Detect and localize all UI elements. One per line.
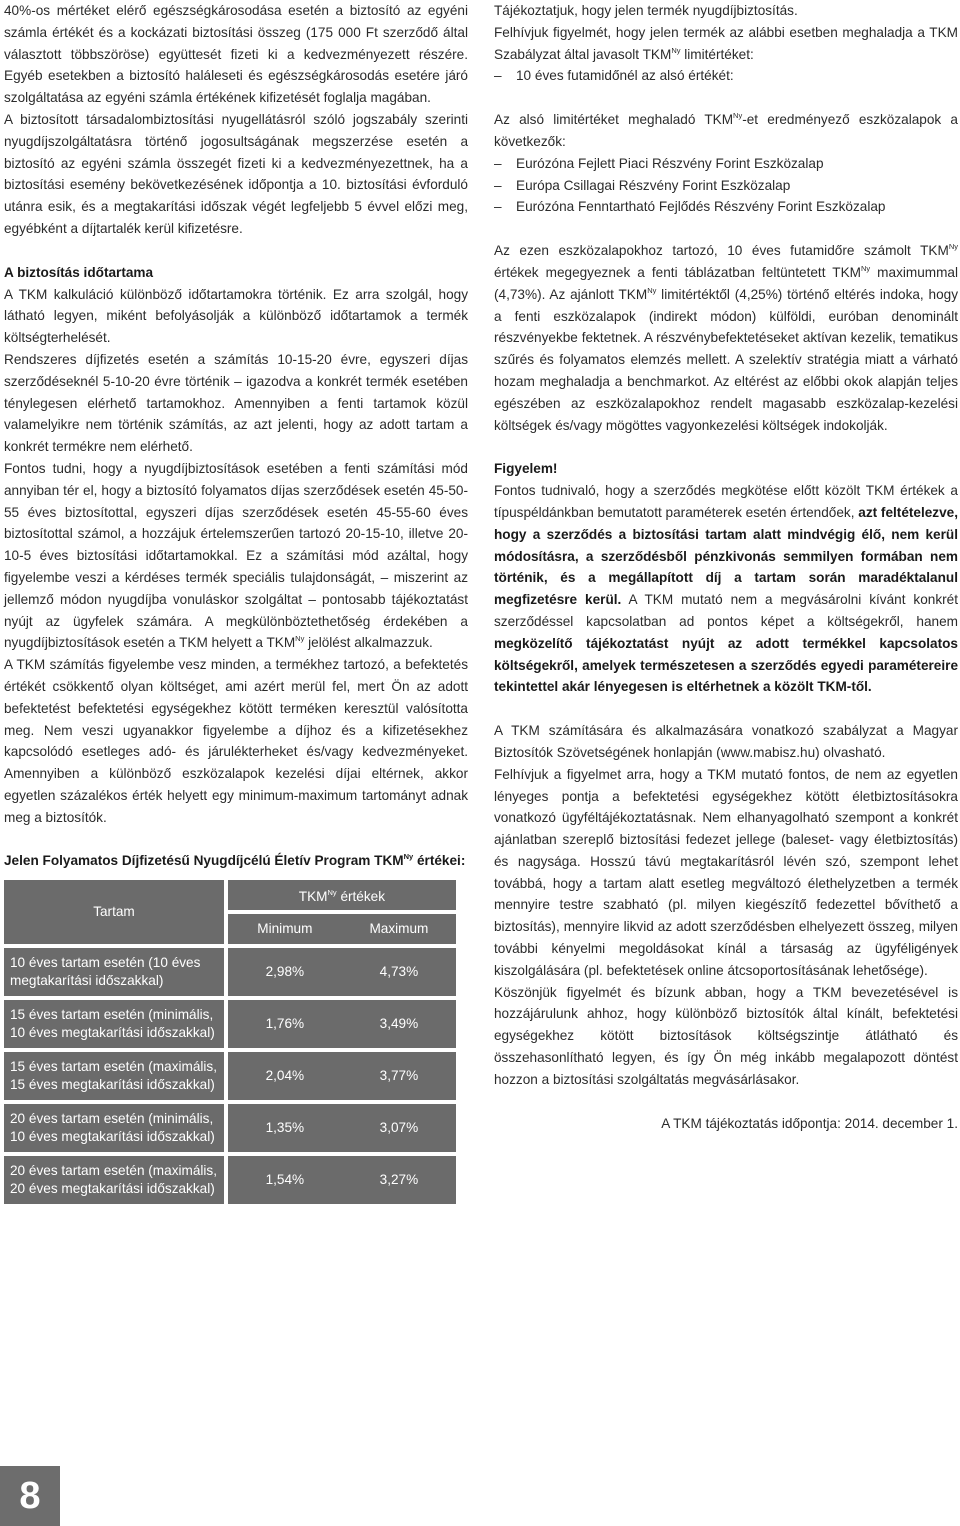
header-maximum: Maximum [342,914,456,944]
paragraph-death-benefit: 40%-os mértéket elérő egészségkárosodása esetén a biztosító az egyéni számla értékét és a kockázati biztosítási összeg (175 000 Ft szerződő által választott többszöröse) együttesét fizeti ki a kedvezményezett részére. Egyéb esetekben a biztosító haláleseti és egészségkárosodás esetére járó szolgáltatása az egyéni számla értékének kifizetését foglalja magában. [4,3,468,106]
paragraph-mabisz: A TKM számítására és alkalmazására vonatkozó szabályzat a Magyar Biztosítók Szövetségének honlapján (www.mabisz.hu) olvasható. [494,723,958,760]
cell-min: 2,98% [228,948,342,996]
right-column [494,0,958,1134]
list-item: – 10 éves futamidőnél az alsó értékét: [494,65,958,87]
cell-min: 1,76% [228,1000,342,1048]
paragraph-important-note: Fontos tudnivaló, hogy a szerződés megkötése előtt közölt TKM értékek a típuspéldánkban bemutatott paraméterek esetén értendőek, azt feltételezve, hogy a szerződés a biztosítási tartam alatt mindvégig élő, nem kerül módosításra, a szerződésből pénzkivonás semmilyen formában nem történik, és a megállapított díj a tartam során maradéktalanul megfizetésre kerül. A TKM mutató nem a megvásárolni kívánt konkrét szerződéssel kapcsolatban ad pontos képet a költségekről, hanem megközelítő tájékoztatást nyújt az adott termékkel kapcsolatos költségekről, amelyek természetesen a szerződés egyedi paramétereire tekintettel akár lényegesen is eltérhetnek a közölt TKM-től. [494,483,959,695]
row-label: 20 éves tartam esetén (maximális, 20 éves megtakarítási időszakkal) [4,1156,224,1204]
cell-min: 2,04% [228,1052,342,1100]
list-item: – Európa Csillagai Részvény Forint Eszközalap [494,175,958,197]
cell-max: 3,77% [342,1052,456,1100]
paragraph-tkm-calculation: A TKM kalkuláció különböző időtartamokra történik. Ez arra szolgál, hogy látható legyen, miként befolyásolják a különböző időtartamok a termék költségterhelését. [4,286,468,346]
heading-figyelem: Figyelem! [494,461,558,477]
paragraph-regular-payment: Rendszeres díjfizetés esetén a számítás 10-15-20 évre, egyszeri díjas szerződéseknél 5-10-20 évre történik – igazodva a konkrét termék esetében ténylegesen elérhető tartamokhoz. Amennyiben a fenti tartamok közül valamelyikre nem történik számítás, az azt jelenti, hogy az adott tartam a konkrét termékre nem elérhető. [4,351,468,455]
paragraph-attention: Felhívjuk a figyelmet arra, hogy a TKM mutató fontos, de nem az egyetlen lényeges pontja a befektetési egységekhez kötött életbiztosításokra vonatkozó ügyféltájékoztatásnak. Nem elhanyagolható szempont a konkrét ajánlatban szereplő biztosítási fedezet jellege (baleset- vagy életbiztosítás) és nagysága. Hosszú távú megtakarításról lévén szó, szempont lehet továbbá, hogy a tartam alatt esetleg megváltozó élethelyzetben a termék mennyire testre szabható (pl. milyen kiegészítő fedezettel bővíthető a biztosítás), mennyire likvid az adott szerződésben elhelyezett összeg, milyen további kényelmi megoldásokat kínál a társaság az ügyféligények kiszolgálására (pl. befektetések online átcsoportosításának lehetősége). [494,766,958,978]
header-tkm-values: $TKM^{Ny}$ értékek [228,880,456,910]
header-tartam: Tartam [4,880,224,944]
limit-list [494,65,958,87]
list-item: – Eurózóna Fenntartható Fejlődés Részvény Forint Eszközalap [494,196,958,218]
paragraph-pension-benefit: A biztosított társadalombiztosítási nyugellátásról szóló jogszabály szerinti nyugdíjszolgáltatásra történő jogosultságának megszerzése esetén a biztosító az egyéni számla összegét fizeti ki a kedvezményezettnek, ha a biztosítási esemény bekövetkezésének időpontja a 10. biztosítási évforduló utánra esik, és a megtakarítási időszak végét legfeljebb 5 évvel előzi meg, egyébként a díjtartalék kerül kifizetésre. [4,111,468,236]
header-minimum: Minimum [228,914,342,944]
cell-max: 3,27% [342,1156,456,1204]
table-header-row [4,880,456,910]
paragraph-funds-intro: Az alsó limitértéket meghaladó $TKM^{Ny}-et$ eredményező eszközalapok a következők: [494,111,958,149]
paragraph-thanks: Köszönjük figyelmét és bízunk abban, hogy a TKM bevezetésével is hozzájárulunk ahhoz, hogy különböző biztosítók által kínált, befektetési egységekhez kötött biztosítások költségszintje átlátható és összehasonlítható legyen, és így Ön még inkább megalapozott döntést hozzon a biztosítási szolgáltatás megvásárlásakor. [494,984,958,1087]
cell-max: 3,07% [342,1104,456,1152]
paragraph-pension-notice: Tájékoztatjuk, hogy jelen termék nyugdíjbiztosítás. [494,3,798,18]
table-row [4,948,456,996]
fund-list [494,153,958,218]
list-item: – Eurózóna Fejlett Piaci Részvény Forint Eszközalap [494,153,958,175]
cell-max: 3,49% [342,1000,456,1048]
tkm-values-table [4,876,456,1208]
row-label: 15 éves tartam esetén (maximális, 15 éves megtakarítási időszakkal) [4,1052,224,1100]
date-line: A TKM tájékoztatás időpontja: 2014. december 1. [661,1115,958,1131]
row-label: 15 éves tartam esetén (minimális, 10 éves megtakarítási időszakkal) [4,1000,224,1048]
paragraph-tkm-costs: A TKM számítás figyelembe vesz minden, a termékhez tartozó, a befektetés értékét csökkentő olyan költséget, ami azért merül fel, mert Ön az adott befektetést befektetési egységekhez kötött terméken keresztül valósította meg. Nem veszi ugyanakkor figyelembe a díjhoz és a kifizetésekhez kapcsolódó esetleges adó- és járulékterheket és/vagy kedvezményeket. Amennyiben a különböző eszközalapok kezelési díjai eltérnek, akkor egyetlen százalékos érték helyett egy minimum-maximum tartományt adnak meg a biztosítók. [4,657,468,825]
table-row [4,1156,456,1204]
paragraph-limit-notice: Felhívjuk figyelmét, hogy jelen termék az alábbi esetben meghaladja a TKM Szabályzat által javasolt $TKM^{Ny}$ limitértéket: [494,24,958,62]
cell-min: 1,35% [228,1104,342,1152]
cell-min: 1,54% [228,1156,342,1204]
left-column [4,0,468,1208]
table-row [4,1000,456,1048]
row-label: 20 éves tartam esetén (minimális, 10 éves megtakarítási időszakkal) [4,1104,224,1152]
paragraph-fund-explanation: Az ezen eszközalapokhoz tartozó, 10 éves futamidőre számolt $TKM^{Ny}$ értékek megegyeznek a fenti táblázatban feltüntetett $TKM^{Ny}$ maximummal (4,73%). Az ajánlott $TKM^{Ny}$ limitértéktől (4,25%) történő eltérés indoka, hogy a fenti eszközalapok (indirekt módon) külföldi, euróban denominált részvényekbe fektetnek. A részvénybefektetéseket aktívan kezelik, tematikus szűrés és folyamatos elemzés mellett. A szelektív stratégia miatt a várható hozam meghaladja a benchmarkot. Az eltérést az előbbi okok alapján teljes egészében az eszközalapokhoz rendelt magasabb eszközalap-kezelési költségek és/vagy mögöttes vagyonkezelési költségek indokolják. [494,242,958,433]
section-heading-duration: A biztosítás időtartama [4,264,154,280]
table-row [4,1104,456,1152]
cell-max: 4,73% [342,948,456,996]
table-title: Jelen Folyamatos Díjfizetésű Nyugdíjcélú Életív Program $TKM^{Ny}$ értékei: [4,852,466,869]
table-row [4,1052,456,1100]
page-number: 8 [0,1466,60,1526]
row-label: 10 éves tartam esetén (10 éves megtakarítási időszakkal) [4,948,224,996]
paragraph-pension-calculation: Fontos tudni, hogy a nyugdíjbiztosítások esetében a fenti számítási mód annyiban tér el, hogy a biztosító folyamatos díjas szerződések esetén 45-50-55 éves biztosítottal, egyszeri díjas szerződések esetén 45-55-60 éves biztosítottal számol, a hozzájuk értelemszerűen tartozó 20-15-10, illetve 20-10-5 éves biztosítási időtartamokkal. Ez a számítási mód azáltal, hogy figyelembe veszi a kérdéses termék speciális tulajdonságát, – miszerint az jellemző módon nyugdíjba vonuláskor szolgáltat – pontosabb tájékoztatást nyújt az ügyfelek számára. A megkülönböztethetőség érdekében a nyugdíjbiztosítások esetén a TKM helyett a $TKM^{Ny}$ jelölést alkalmazzuk. [4,460,468,651]
